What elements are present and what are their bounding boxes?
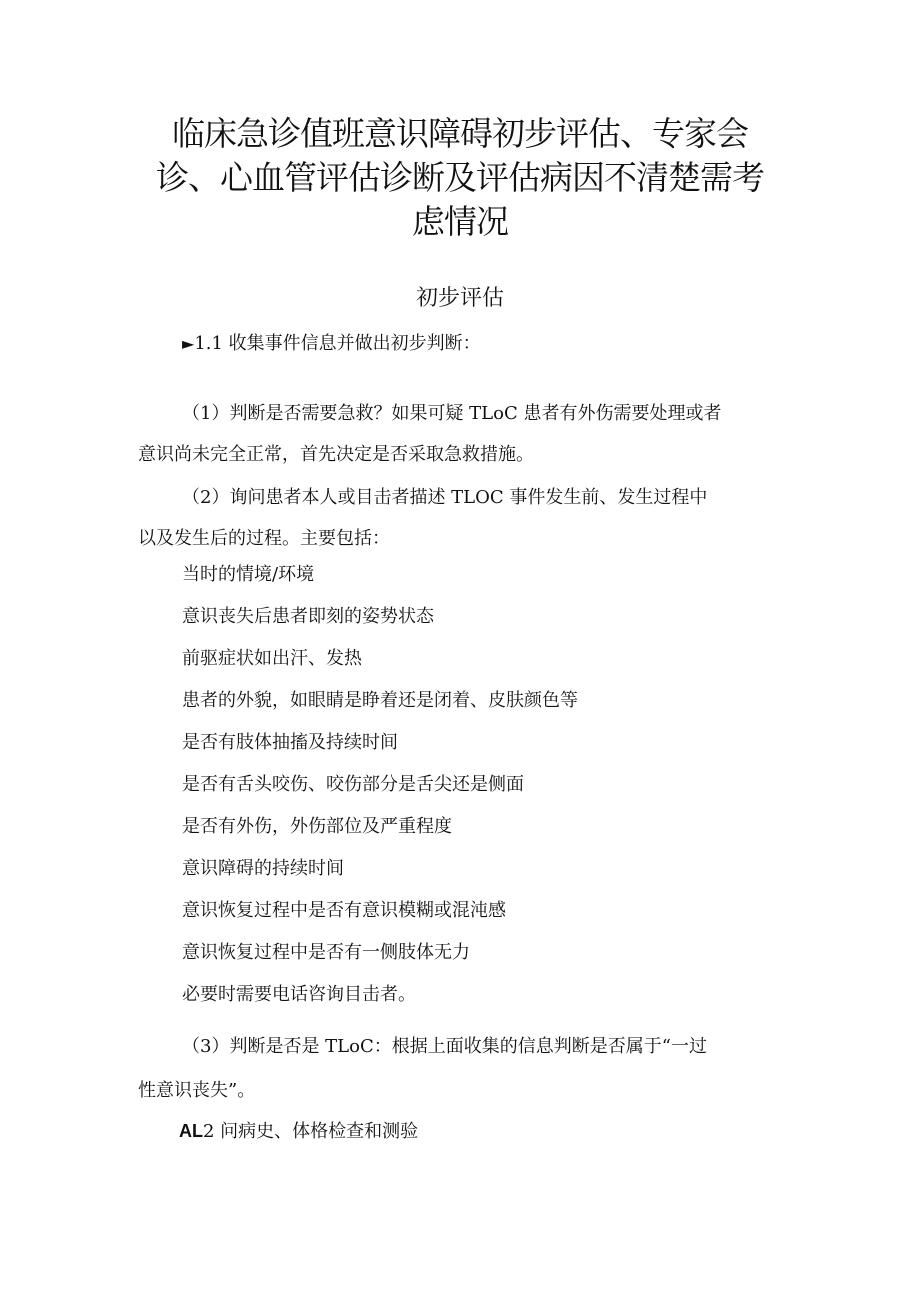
document-title bbox=[120, 112, 800, 244]
item-1-1-text: 1.1 收集事件信息并做出初步判断： bbox=[194, 333, 481, 354]
checklist-item: 是否有肢体抽搐及持续时间 bbox=[182, 732, 398, 753]
paragraph-1-line-2: 意识尚未完全正常，首先决定是否采取急救措施。 bbox=[138, 444, 534, 465]
checklist-item: 意识障碍的持续时间 bbox=[182, 858, 344, 879]
paragraph-2 bbox=[138, 477, 786, 559]
item-1-2-label: AL bbox=[179, 1121, 203, 1141]
triangle-marker-icon: ► bbox=[182, 334, 195, 353]
item-1-1 bbox=[182, 331, 481, 357]
paragraph-1-line-1: （1）判断是否需要急救？如果可疑 TLoC 患者有外伤需要处理或者 bbox=[182, 403, 722, 424]
checklist-item: 患者的外貌，如眼睛是睁着还是闭着、皮肤颜色等 bbox=[182, 690, 578, 711]
checklist-item: 意识丧失后患者即刻的姿势状态 bbox=[182, 606, 434, 627]
paragraph-1 bbox=[138, 393, 786, 475]
checklist-item: 当时的情境/环境 bbox=[182, 564, 315, 585]
checklist-item: 必要时需要电话咨询目击者。 bbox=[182, 984, 416, 1005]
title-line-2: 诊、心血管评估诊断及评估病因不清楚需考 bbox=[156, 158, 764, 197]
checklist-item: 意识恢复过程中是否有一侧肢体无力 bbox=[182, 942, 470, 963]
item-1-2 bbox=[179, 1118, 418, 1145]
paragraph-3-line-2: 性意识丧失”。 bbox=[138, 1080, 256, 1101]
checklist-item: 意识恢复过程中是否有意识模糊或混沌感 bbox=[182, 900, 506, 921]
title-line-3: 虑情况 bbox=[412, 202, 508, 241]
section-heading: 初步评估 bbox=[415, 286, 504, 311]
title-line-1: 临床急诊值班意识障碍初步评估、专家会 bbox=[172, 114, 748, 153]
paragraph-3-line-1: （3）判断是否是 TLoC：根据上面收集的信息判断是否属于“一过 bbox=[182, 1036, 707, 1057]
paragraph-3 bbox=[138, 1025, 786, 1113]
paragraph-2-line-1: （2）询问患者本人或目击者描述 TLOC 事件发生前、发生过程中 bbox=[182, 487, 708, 508]
checklist-item: 是否有外伤，外伤部位及严重程度 bbox=[182, 816, 452, 837]
checklist-item: 是否有舌头咬伤、咬伤部分是舌尖还是侧面 bbox=[182, 774, 524, 795]
item-1-2-text: 2 问病史、体格检查和测验 bbox=[203, 1121, 419, 1142]
paragraph-2-line-2: 以及发生后的过程。主要包括： bbox=[138, 528, 390, 549]
checklist-item: 前驱症状如出汗、发热 bbox=[182, 648, 362, 669]
